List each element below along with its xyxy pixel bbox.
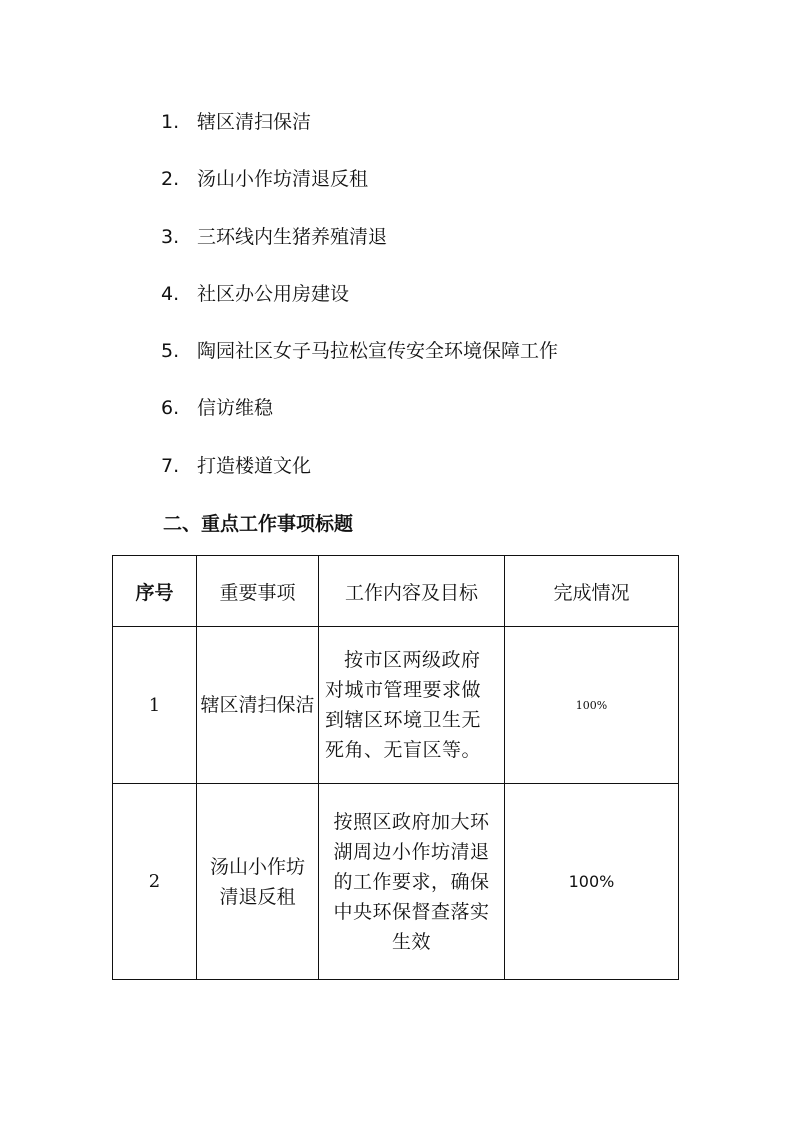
row-status: 100% <box>505 627 679 784</box>
header-seq: 序号 <box>113 556 197 627</box>
key-work-table <box>112 555 679 980</box>
header-goal: 工作内容及目标 <box>319 556 505 627</box>
list-item: 6. 信访维稳 <box>161 397 274 420</box>
list-item: 3. 三环线内生猪养殖清退 <box>161 225 388 248</box>
list-item: 1. 辖区清扫保洁 <box>161 111 312 133</box>
header-status: 完成情况 <box>505 556 679 627</box>
row-status: 100% <box>505 784 679 980</box>
table-row <box>113 627 679 784</box>
table-row <box>113 784 679 980</box>
section-heading: 二、重点工作事项标题 <box>163 513 354 535</box>
row-goal: 按照区政府加大环湖周边小作坊清退的工作要求，确保中央环保督查落实生效 <box>319 784 505 980</box>
table-header-row <box>113 556 679 627</box>
row-item: 汤山小作坊清退反租 <box>197 784 319 980</box>
row-seq: 2 <box>113 784 197 980</box>
list-item: 4. 社区办公用房建设 <box>161 282 350 305</box>
row-item: 辖区清扫保洁 <box>197 627 319 784</box>
list-item: 7. 打造楼道文化 <box>161 454 312 477</box>
row-seq: 1 <box>113 627 197 784</box>
work-list <box>161 106 558 507</box>
header-item: 重要事项 <box>197 556 319 627</box>
row-goal: 按市区两级政府对城市管理要求做到辖区环境卫生无死角、无盲区等。 <box>319 627 505 784</box>
list-item: 5. 陶园社区女子马拉松宣传安全环境保障工作 <box>161 340 559 363</box>
list-item: 2. 汤山小作坊清退反租 <box>161 168 369 191</box>
